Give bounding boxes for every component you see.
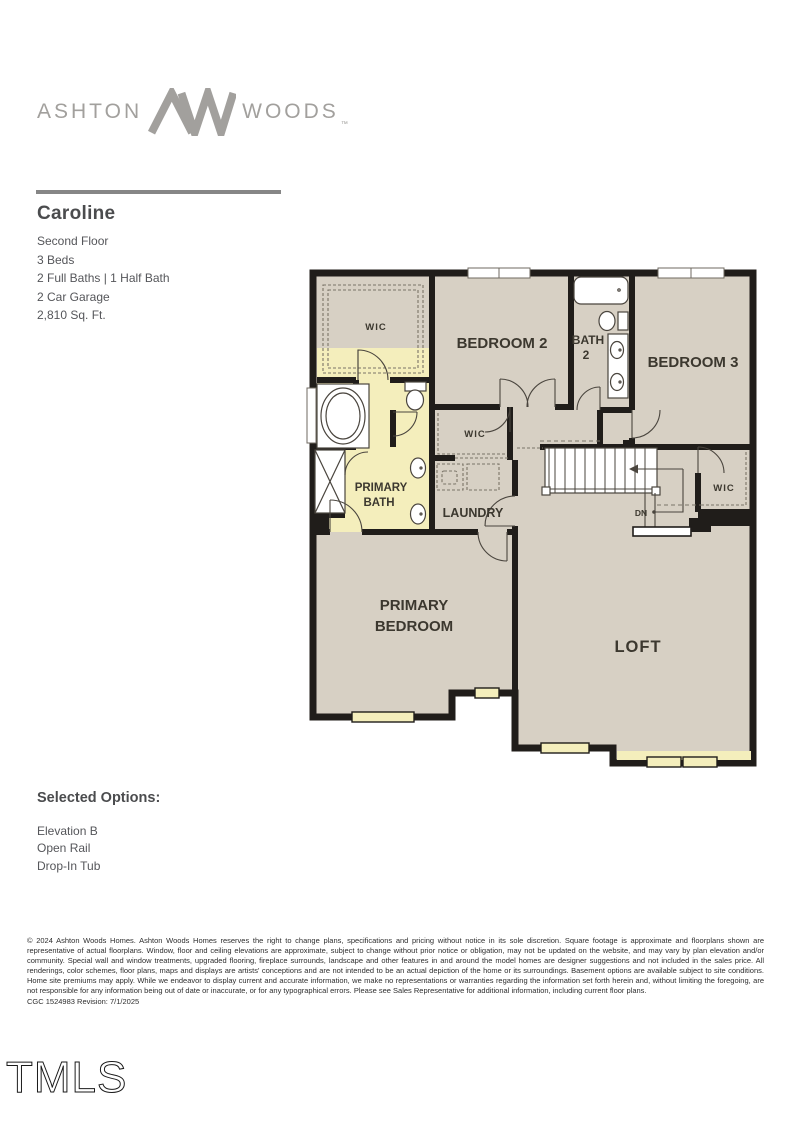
- label-wic-right: WIC: [713, 483, 735, 494]
- disclaimer-text: © 2024 Ashton Woods Homes. Ashton Woods Homes reserves the right to change plans, specifications and pricing without notice in its sole discretion. Square footage is approximate and floorplans shown are representative of actual floorplans. Window, floor and ceiling elevations are approximate, subject to change without prior notice or obligation, may not be updated on the website, and may vary by plan elevation and/or community. Special wall and window treatments, upgraded flooring, fireplace surrounds, landscape and other features in and around the model homes are designer suggestions and not included in the sales price. All renderings, color schemes, floor plans, maps and displays are artists' conceptions and are not intended to be an actual depiction of the home or its surroundings. Basement options are available subject to site conditions. Home site premiums may apply. While we endeavor to display current and accurate information, we make no representations or warranties regarding the information set forth herein and, without limiting the foregoing, are not responsible for any information being out of date or inaccurate, or for any typographical errors. Please see Sales Representative for additional information, including current floor plans.: [27, 936, 764, 996]
- primary-sink-icon: [411, 458, 426, 478]
- logo-word-woods: WOODS: [242, 100, 339, 123]
- plan-sqft: 2,810 Sq. Ft.: [37, 308, 106, 322]
- plan-title: Caroline: [37, 203, 116, 224]
- primary-tub-icon: [321, 388, 365, 444]
- ashton-woods-logo: [37, 88, 348, 136]
- legal-disclaimer: [27, 936, 764, 1007]
- label-loft: LOFT: [614, 638, 662, 656]
- wall-mass: [313, 517, 329, 533]
- label-bedroom2: BEDROOM 2: [456, 335, 548, 352]
- label-wic-top-left: WIC: [365, 322, 387, 333]
- option-item: Drop-In Tub: [37, 858, 101, 873]
- title-divider: [36, 190, 281, 194]
- wall-mass: [689, 518, 711, 532]
- tmls-watermark: [2, 1047, 162, 1107]
- bath2-toilet-icon: [618, 312, 628, 330]
- tmls-watermark-text: TMLS: [6, 1053, 128, 1102]
- logo-word-ashton: ASHTON: [37, 100, 143, 123]
- label-primary-bedroom: PRIMARY: [379, 597, 449, 614]
- trademark-symbol: ™: [340, 121, 348, 128]
- label-bath2: BATH: [571, 333, 605, 347]
- label-bedroom3: BEDROOM 3: [647, 354, 739, 371]
- plan-details: [37, 232, 170, 325]
- label-stairs-dn: DN: [634, 508, 648, 518]
- label-wic-mid: WIC: [464, 429, 486, 440]
- plan-floor: Second Floor: [37, 234, 109, 248]
- primary-sink-icon: [411, 504, 426, 524]
- label-bath2-num: 2: [582, 348, 590, 362]
- option-item: Elevation B: [37, 824, 98, 838]
- plan-baths: 2 Full Baths | 1 Half Bath: [37, 271, 170, 285]
- label-laundry: LAUNDRY: [442, 506, 504, 520]
- plan-beds: 3 Beds: [37, 252, 75, 267]
- selected-options-heading: Selected Options:: [37, 790, 161, 806]
- aw-monogram-icon: [148, 88, 236, 136]
- selected-options-list: [37, 823, 100, 875]
- floorplan-drawing: [295, 260, 765, 770]
- label-primary-bath2: BATH: [363, 497, 395, 509]
- label-primary-bedroom2: BEDROOM: [374, 618, 454, 635]
- plan-garage: 2 Car Garage: [37, 289, 110, 304]
- option-item: Open Rail: [37, 841, 91, 856]
- license-line: CGC 1524983 Revision: 7/1/2025: [27, 996, 140, 1006]
- label-primary-bath: PRIMARY: [354, 482, 408, 494]
